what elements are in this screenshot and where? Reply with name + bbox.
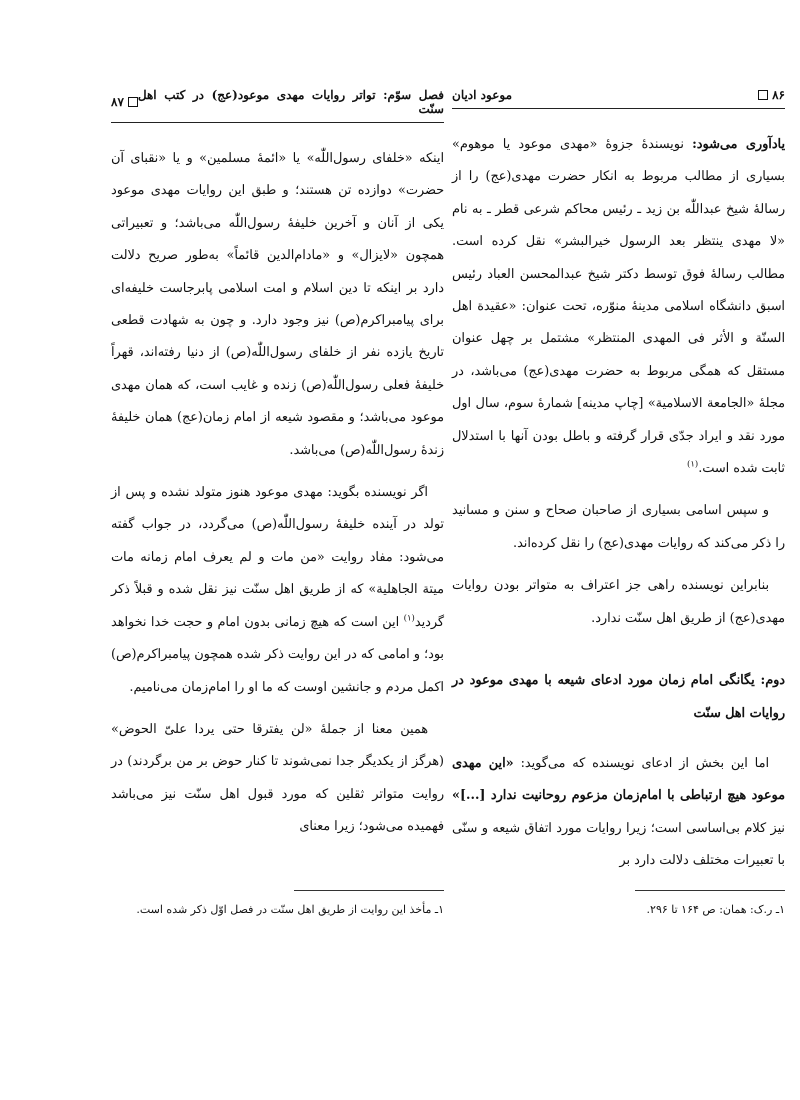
right-footnotes [452,890,785,916]
right-paragraph-4-text-a: اما این بخش از ادعای نویسنده که می‌گوید: [513,755,769,771]
right-footnote-1: ۱ـ ر.ک: همان: ص ۱۶۴ تا ۲۹۶. [646,903,785,916]
square-icon [758,90,768,100]
square-icon [128,97,138,107]
left-running-title: فصل سوّم: تواتر روایات مهدی موعود(عج) در کتب اهل سنّت [137,88,444,116]
right-running-title: موعود ادیان [452,88,512,102]
footnote-ref: (۱) [403,613,415,624]
left-page-number-group [111,95,138,109]
left-page-number: ۸۷ [111,95,124,109]
right-page-header [452,88,785,109]
right-paragraph-3: بنابراین نویسنده راهی جز اعتراف به متواتر بودن روایات مهدی(عج) از طریق اهل سنّت ندارد. [452,578,785,626]
quoted-claim: «این مهدی موعود هیچ ارتباطی با امام‌زمان مزعوم روحانیت ندارد [...]» [452,755,785,804]
right-paragraph-4-text-b: نیز کلام بی‌اساسی است؛ زیرا روایات مورد اتفاق شیعه و سنّی با تعبیرات مختلف دلالت دارد بر [452,820,785,869]
left-paragraph-2-text-b: این است که هیچ زمانی بدون امام و حجت خدا نخواهد بود؛ و امامی که در این روایت ذکر شده همچون پیامبراکرم(ص) اکمل مردم و جانشین اوست که ما او را امام‌زمان می‌نامیم. [111,614,444,695]
right-paragraph-2: و سپس اسامی بسیاری از صاحبان صحاح و سنن و مسانید را ذکر می‌کند که روایات مهدی(عج) را نقل کرده‌اند. [452,503,785,551]
left-paragraph-2 [111,477,444,704]
left-footnote-1: ۱ـ مأخذ این روایت از طریق اهل سنّت در فصل اوّل ذکر شده است. [136,903,444,916]
left-paragraph-2-text-a: اگر نویسنده بگوید: مهدی موعود هنوز متولد نشده و پس از تولد در آینده خلیفهٔ رسول‌اللّٰه(ص) می‌گردد، در جواب گفته می‌شود: مفاد روایت «من مات و لم یعرف امام زمانه مات میتة الجاهلیة» که از طریق اهل سنّت نیز نقل شده و قبلاً ذکر گردید [111,485,444,630]
left-paragraph-3: همین معنا از جملهٔ «لن یفترقا حتی یردا علیّ الحوض» (هرگز از یکدیگر جدا نمی‌شوند تا کنار حوض بر من برگردند) در روایت متواتر ثقلین که مورد قبول اهل سنّت نیز می‌باشد فهمیده می‌شود؛ زیرا معنای [111,721,444,835]
left-page-body [111,143,444,844]
footnote-divider [294,890,444,891]
right-page [452,88,785,888]
left-page [111,88,444,854]
footnote-ref: (۱) [686,459,699,470]
reminder-label: یادآوری می‌شود: [692,137,786,152]
section-heading: دوم: یگانگی امام زمان مورد ادعای شیعه با مهدی موعود در روایات اهل سنّت [452,673,785,721]
right-paragraph-4 [452,748,785,878]
footnote-divider [635,890,785,891]
right-page-body [452,129,785,878]
right-page-number-group [758,88,785,102]
left-footnotes [111,890,444,916]
right-paragraph-1 [452,129,785,485]
left-paragraph-1: اینکه «خلفای رسول‌اللّٰه» یا «ائمهٔ مسلمین» و یا «نقبای آن حضرت» دوازده تن هستند؛ و طبق این روایات مهدی موعود یکی از آنان و آخرین خلیفهٔ رسول‌اللّٰه می‌باشد؛ و تعبیراتی همچون «لایزال» و «مادام‌الدین قائماً» به‌طور صریح دلالت دارد بر اینکه تا دین اسلام و امت اسلامی پابرجاست خلیفه‌ای برای پیامبراکرم(ص) نیز وجود دارد. و چون به شهادت قطعی تاریخ یازده نفر از خلفای رسول‌اللّٰه(ص) از دنیا رفته‌اند، قهراً خلیفهٔ فعلی رسول‌اللّٰه(ص) زنده و غایب است، که همان مهدی موعود می‌باشد؛ و مقصود شیعه از امام زمان(عج) همان خلیفهٔ زندهٔ رسول‌اللّٰه(ص) می‌باشد. [111,151,444,458]
left-page-header [111,88,444,123]
right-page-number: ۸۶ [772,88,785,102]
right-paragraph-1-text: نویسندهٔ جزوهٔ «مهدی موعود یا موهوم» بسیاری از مطالب مربوط به انکار حضرت مهدی(عج) را از رسالهٔ شیخ عبداللّٰه بن زید ـ رئیس محاکم شرعی قطر ـ به نام «لا مهدی ینتظر بعد الرسول خیرالبشر» نقل کرده است. مطالب رسالهٔ فوق توسط دکتر شیخ عبدالمحسن العباد رئیس اسبق دانشگاه اسلامی مدینهٔ منوّره، تحت عنوان: «عقیدة اهل السنّة و الأثر فی المهدی المنتظر» مشتمل بر چهل عنوان مستقل که همگی مربوط به حضرت مهدی(عج) می‌باشد، در مجلهٔ «الجامعة الاسلامیة» [چاپ مدینه] شمارهٔ سوم، سال اول مورد نقد و ایراد جدّی قرار گرفته و باطل بودن آنها با استدلال ثابت شده است. [452,137,785,477]
